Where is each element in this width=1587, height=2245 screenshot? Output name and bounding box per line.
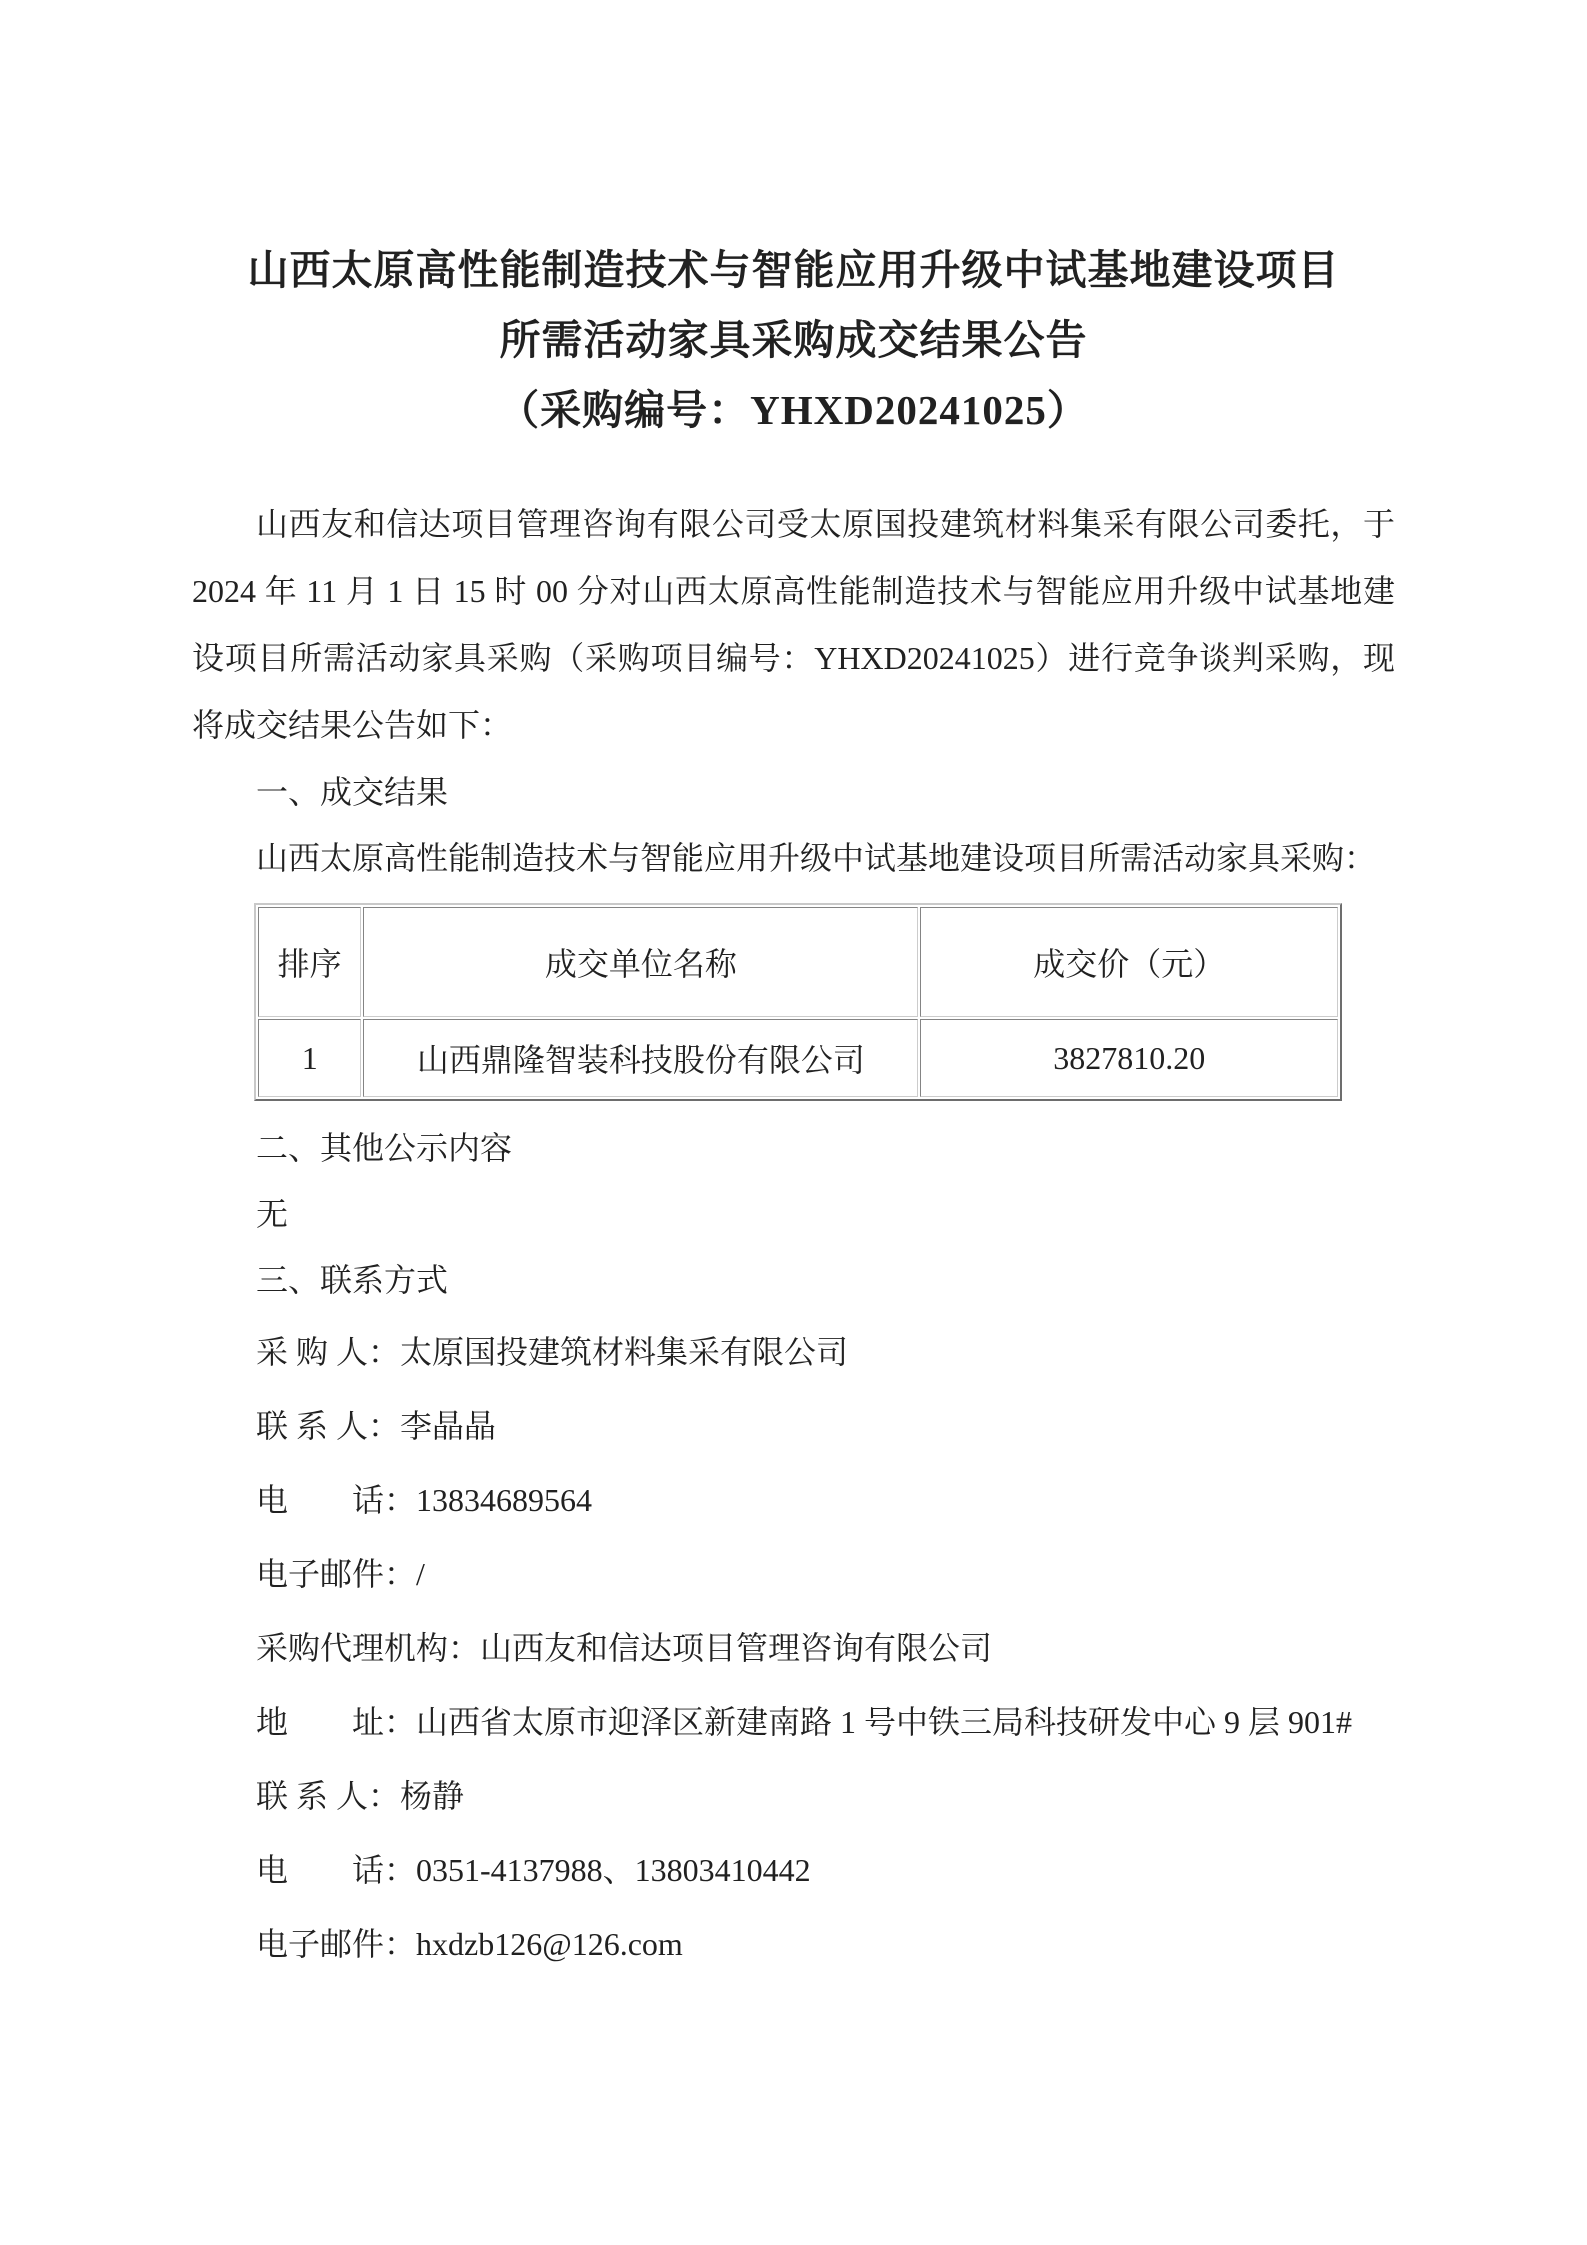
contact-line-buyer-person (192, 1409, 1395, 1443)
contact-label: 电子邮件： (256, 1556, 417, 1592)
contact-label: 地 址： (256, 1704, 417, 1740)
table-cell-price: 3827810.20 (920, 1019, 1338, 1097)
contact-value: 山西友和信达项目管理咨询有限公司 (480, 1630, 993, 1666)
contact-value: 0351-4137988、13803410442 (416, 1852, 811, 1888)
contact-value: / (416, 1556, 425, 1592)
contact-label: 电 话： (256, 1852, 417, 1888)
contact-value: 13834689564 (416, 1482, 593, 1518)
intro-paragraph: 山西友和信达项目管理咨询有限公司受太原国投建筑材料集采有限公司委托，于 2024 年 11 月 1 日 15 时 00 分对山西太原高性能制造技术与智能应用升级中试基地建设项目所需活动家具采购（采购项目编号：YHXD20241025）进行竞争谈判采购，现将成交结果公告如下： (192, 506, 1395, 743)
contact-value: 李晶晶 (400, 1408, 497, 1444)
contact-label: 电子邮件： (256, 1926, 417, 1962)
contact-line-agency-person (192, 1779, 1395, 1813)
contact-line-agency-address (192, 1705, 1395, 1739)
result-table (254, 903, 1342, 1101)
doc-title (192, 235, 1395, 445)
contact-line-buyer (192, 1335, 1395, 1369)
contact-block (192, 1335, 1395, 1961)
doc-title-line-1: 山西太原高性能制造技术与智能应用升级中试基地建设项目 (247, 247, 1340, 293)
other-content: 无 (256, 1196, 289, 1232)
contact-line-agency (192, 1631, 1395, 1665)
table-cell-rank: 1 (258, 1019, 361, 1097)
contact-line-agency-email (192, 1927, 1395, 1961)
section-heading-result: 一、成交结果 (256, 774, 449, 810)
result-intro-line: 山西太原高性能制造技术与智能应用升级中试基地建设项目所需活动家具采购： (256, 840, 1377, 876)
table-header-supplier: 成交单位名称 (363, 907, 918, 1017)
table-header-price: 成交价（元） (920, 907, 1338, 1017)
contact-value: hxdzb126@126.com (416, 1926, 683, 1962)
table-header-rank: 排序 (258, 907, 361, 1017)
contact-value: 山西省太原市迎泽区新建南路 1 号中铁三局科技研发中心 9 层 901# (416, 1704, 1353, 1740)
doc-title-line-3: （采购编号：YHXD20241025） (498, 387, 1089, 433)
table-cell-supplier: 山西鼎隆智装科技股份有限公司 (363, 1019, 918, 1097)
contact-value: 太原国投建筑材料集采有限公司 (400, 1334, 849, 1370)
contact-line-buyer-phone (192, 1483, 1395, 1517)
contact-label: 采 购 人： (256, 1334, 401, 1370)
section-heading-other: 二、其他公示内容 (256, 1130, 513, 1166)
contact-line-agency-phone (192, 1853, 1395, 1887)
contact-label: 联 系 人： (256, 1778, 401, 1814)
table-header-row (258, 907, 1338, 1017)
contact-label: 采购代理机构： (256, 1630, 481, 1666)
doc-title-line-2: 所需活动家具采购成交结果公告 (499, 317, 1088, 363)
contact-label: 联 系 人： (256, 1408, 401, 1444)
contact-value: 杨静 (400, 1778, 465, 1814)
contact-label: 电 话： (256, 1482, 417, 1518)
section-heading-contact: 三、联系方式 (256, 1262, 449, 1298)
contact-line-buyer-email (192, 1557, 1395, 1591)
table-row (258, 1019, 1338, 1097)
